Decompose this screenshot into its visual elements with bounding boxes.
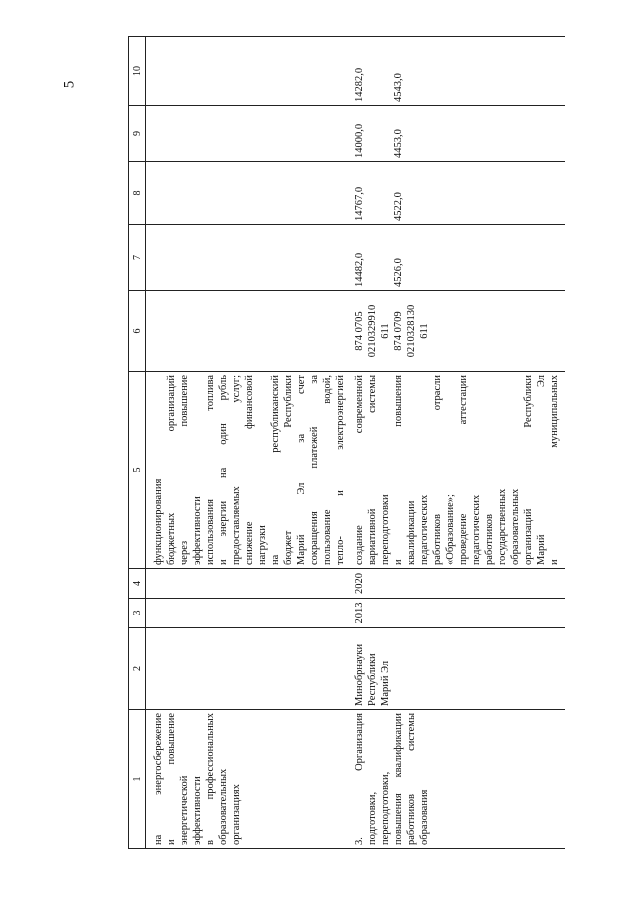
r1c5-line: и энергии на один рубль: [218, 375, 229, 565]
row2-start-year: 2013: [351, 599, 565, 628]
row1-col1: [146, 710, 352, 849]
r1c5-line: бюджетных организаций: [166, 375, 177, 565]
value-7b: 4526,0: [393, 258, 404, 287]
r2c2-line: Марий Эл: [380, 660, 391, 706]
r1c1-line: организациях: [231, 784, 242, 845]
row2-col7: [351, 225, 565, 291]
value-7a: 14482,0: [354, 252, 365, 287]
budget-code-2: [392, 294, 431, 368]
budget-code-1: [353, 294, 392, 368]
r1c5-line: снижение финансовой: [244, 375, 255, 565]
value-8a: 14767,0: [354, 186, 365, 221]
r2c5-line: переподготовки: [380, 494, 391, 565]
r1c5-line: через повышение: [179, 375, 190, 565]
table-row: [351, 37, 565, 849]
budget-table: [128, 36, 565, 849]
r2c5-line: квалификации: [406, 500, 417, 565]
row2-col1: [351, 710, 565, 849]
row2-col9: [351, 106, 565, 162]
r2c5-line: работников отрасли: [432, 375, 443, 565]
row2-col8: [351, 162, 565, 225]
r2c5-line: педагогических: [419, 494, 430, 565]
r2c1-line: образования: [419, 789, 430, 845]
r1c5-line: использования топлива: [205, 375, 216, 565]
r1c5-line: бюджет Республики: [283, 375, 294, 565]
row2-col5: [351, 372, 565, 569]
r2c5-line: работников: [484, 514, 495, 565]
r1c5-line: функционирования: [153, 478, 164, 565]
r2c5-line: и муниципальных: [549, 375, 560, 565]
value-10b: 4543,0: [393, 73, 404, 102]
r1c5-line: сокращения платежей за: [309, 375, 320, 565]
r1c5-line: пользование водой,: [322, 375, 333, 565]
column-header-6: 6: [129, 291, 146, 372]
r2c6a-line: 0210329910: [367, 304, 378, 358]
r2c5-line: «Образование»;: [445, 494, 456, 565]
r1c5-line: тепло- и электроэнергией: [335, 375, 346, 565]
page-number: 5: [61, 80, 78, 89]
column-header-9: 9: [129, 106, 146, 162]
row2-col10: [351, 37, 565, 106]
column-header-3: 3: [129, 599, 146, 628]
r1c1-line: в профессиональных: [205, 713, 216, 845]
value-9b: 4453,0: [393, 129, 404, 158]
r2c1-line: повышения квалификации: [393, 713, 404, 845]
value-9a: 14000,0: [354, 123, 365, 158]
column-header-4: 4: [129, 569, 146, 599]
row1-col5: [146, 372, 352, 569]
r2c5-line: педагогических: [471, 494, 482, 565]
column-header-7: 7: [129, 225, 146, 291]
r2c1-line: работников системы: [406, 713, 417, 845]
r2c5-line: Марий Эл: [536, 375, 547, 565]
r2c2-line: Минобрнауки: [354, 643, 365, 706]
table-row: [146, 37, 352, 849]
r1c1-line: на энергосбережение: [153, 713, 164, 845]
r1c5-line: предоставляемых услуг;: [231, 375, 242, 565]
r2c1-line: 3. Организация: [354, 713, 365, 845]
row2-budget-codes: [351, 291, 565, 372]
column-header-1: 1: [129, 710, 146, 849]
r1c5-line: эффективности: [192, 496, 203, 565]
r1c1-line: энергетической: [179, 775, 190, 845]
r1c1-line: и повышение: [166, 713, 177, 845]
r2c2-line: Республики: [367, 653, 378, 706]
r2c1-line: подготовки,: [367, 791, 378, 845]
r1c1-line: образовательных: [218, 768, 229, 845]
row2-col2: [351, 628, 565, 710]
value-10a: 14282,0: [354, 67, 365, 102]
r2c6b-line: 611: [419, 323, 430, 339]
column-header-5: 5: [129, 372, 146, 569]
r2c1-line: переподготовки,: [380, 771, 391, 845]
r2c5-line: образовательных: [510, 488, 521, 565]
row2-end-year: 2020: [351, 569, 565, 599]
r1c5-line: нагрузки: [257, 525, 268, 565]
column-header-10: 10: [129, 37, 146, 106]
r2c6b-line: 874 0709: [393, 311, 404, 351]
r2c5-line: проведение аттестации: [458, 375, 469, 565]
r2c6b-line: 0210328130: [406, 304, 417, 358]
r2c5-line: вариативной системы: [367, 375, 378, 565]
r2c5-line: организаций Республики: [523, 375, 534, 565]
r1c5-line: на республиканский: [270, 375, 281, 565]
column-header-2: 2: [129, 628, 146, 710]
header-row: [129, 37, 146, 849]
r2c5-line: создание современной: [354, 375, 365, 565]
r1c1-line: эффективности: [192, 776, 203, 845]
column-header-8: 8: [129, 162, 146, 225]
value-8b: 4522,0: [393, 192, 404, 221]
r2c6a-line: 874 0705: [354, 311, 365, 351]
r1c5-line: Марий Эл за счет: [296, 375, 307, 565]
r2c5-line: и повышения: [393, 375, 404, 565]
r2c6a-line: 611: [380, 323, 391, 339]
r2c5-line: государственных: [497, 488, 508, 565]
